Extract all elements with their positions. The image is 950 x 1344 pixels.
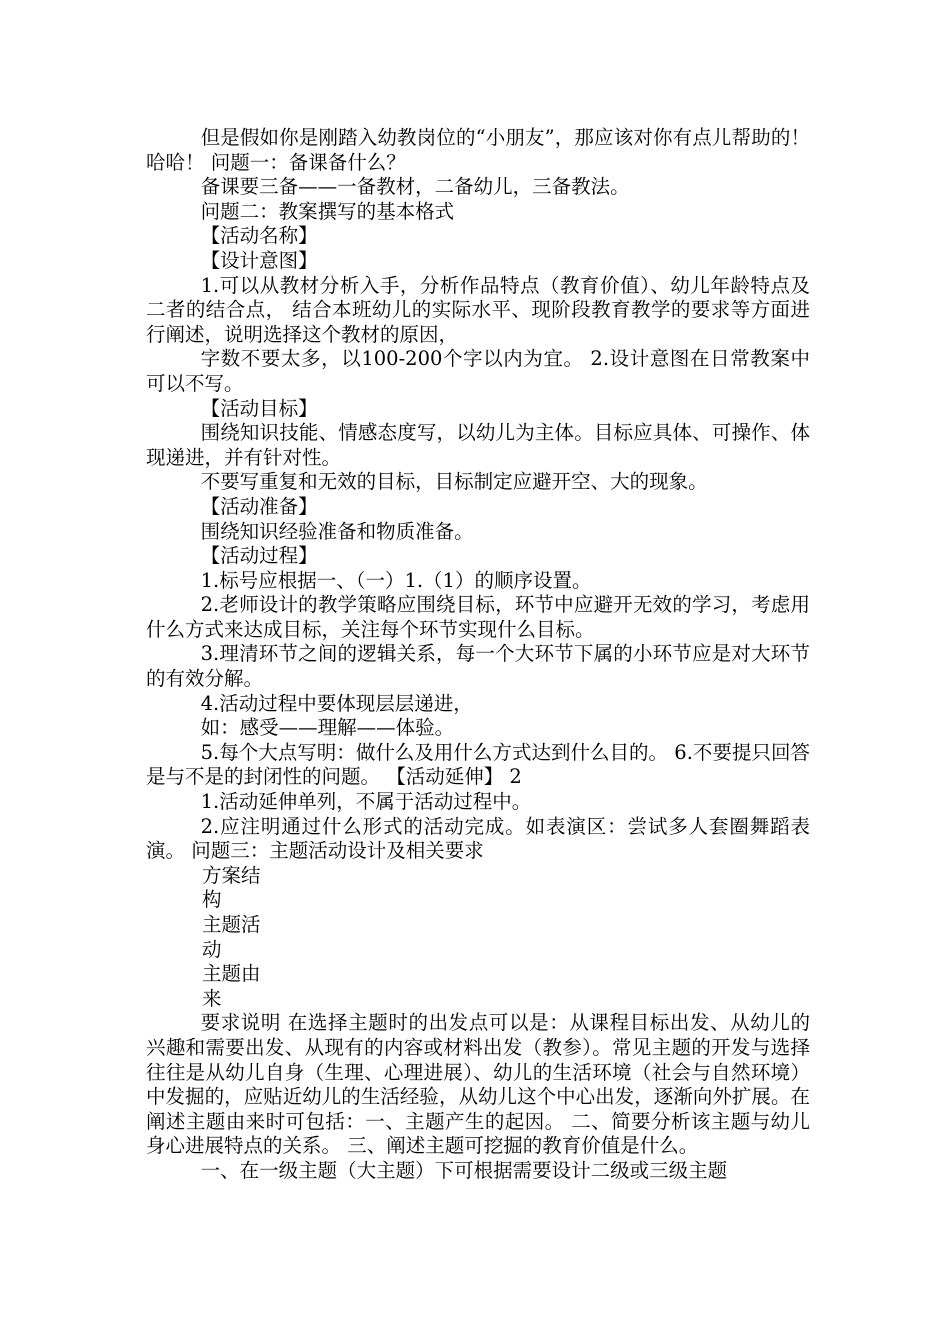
table-cell-theme-origin: 主题由来 [202, 962, 261, 1010]
paragraph-three-prep: 备课要三备——一备教材，二备幼儿，三备教法。 [200, 175, 630, 199]
section-activity-goal: 【活动目标】 [200, 396, 318, 420]
paragraph-goal-1: 围绕知识技能、情感态度写，以幼儿为主体。目标应具体、可操作、体现递进，并有针对性。 [146, 421, 810, 469]
paragraph-last-line: 一、在一级主题（大主题）下可根据需要设计二级或三级主题 [200, 1158, 728, 1182]
paragraph-intent-2: 字数不要太多，以100-200个字以内为宜。 2.设计意图在日常教案中可以不写。 [146, 347, 810, 395]
structure-table [146, 864, 810, 1012]
paragraph-process-4: 4.活动过程中要体现层层递进， [200, 691, 473, 715]
question-two-heading: 问题二：教案撰写的基本格式 [200, 199, 455, 223]
paragraph-prep-1: 围绕知识经验准备和物质准备。 [200, 519, 474, 543]
section-activity-name: 【活动名称】 [200, 224, 318, 248]
section-activity-prep: 【活动准备】 [200, 494, 318, 518]
paragraph-process-4b: 如：感受——理解——体验。 [200, 716, 455, 740]
paragraph-requirements: 要求说明 在选择主题时的出发点可以是：从课程目标出发、从幼儿的兴趣和需要出发、从现有的内容或材料出发（教参）。常见主题的开发与选择往往是从幼儿自身（生理、心理进展）、幼儿的生活环境（社会与自然环境）中发掘的，应贴近幼儿的生活经验，从幼儿这个中心出发，逐渐向外扩展。在阐述主题由来时可包括：一、主题产生的起因。 二、简要分析该主题与幼儿身心进展特点的关系。 三、阐述主题可挖掘的教育价值是什么。 [146, 1011, 810, 1158]
paragraph-intent-1: 1.可以从教材分析入手，分析作品特点（教育价值）、幼儿年龄特点及二者的结合点， 结合本班幼儿的实际水平、现阶段教育教学的要求等方面进行阐述，说明选择这个教材的原因， [146, 273, 810, 346]
paragraph-goal-2: 不要写重复和无效的目标，目标制定应避开空、大的现象。 [200, 470, 708, 494]
paragraph-extension-2: 2.应注明通过什么形式的活动完成。如表演区：尝试多人套圈舞蹈表演。 问题三：主题活动设计及相关要求 [146, 814, 810, 863]
paragraph-intro: 但是假如你是刚踏入幼教岗位的“小朋友”，那应该对你有点儿帮助的！哈哈！ 问题一：备课备什么？ [146, 126, 810, 174]
table-cell-theme-activity: 主题活动 [202, 913, 261, 961]
section-design-intent: 【设计意图】 [200, 248, 318, 272]
section-activity-process: 【活动过程】 [200, 544, 318, 568]
paragraph-process-5: 5.每个大点写明：做什么及用什么方式达到什么目的。 6.不要提只回答是与不是的封闭性的问题。 【活动延伸】 2 [146, 740, 810, 789]
paragraph-process-2: 2.老师设计的教学策略应围绕目标，环节中应避开无效的学习，考虑用什么方式来达成目标，关注每个环节实现什么目标。 [146, 593, 810, 641]
table-cell-structure: 方案结构 [202, 863, 261, 912]
paragraph-extension-1: 1.活动延伸单列，不属于活动过程中。 [200, 790, 532, 814]
document-body [146, 126, 810, 1184]
paragraph-process-3: 3.理清环节之间的逻辑关系，每一个大环节下属的小环节应是对大环节的有效分解。 [146, 642, 810, 691]
paragraph-process-1: 1.标号应根据一、（一）1.（1）的顺序设置。 [200, 568, 592, 592]
